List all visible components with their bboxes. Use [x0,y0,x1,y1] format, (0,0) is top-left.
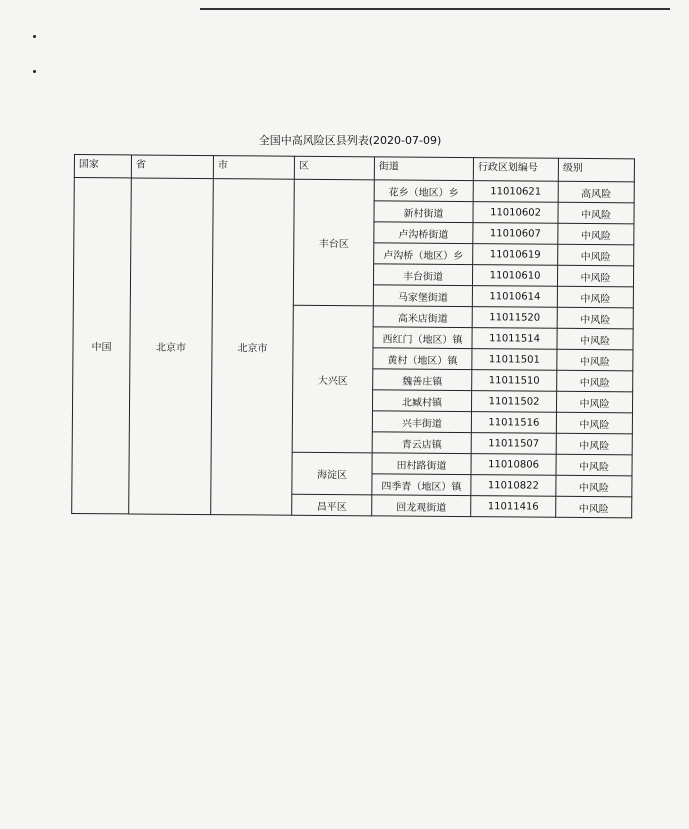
cell-level: 中风险 [557,307,633,329]
cell-code: 11010614 [472,286,557,308]
top-edge-line [200,8,670,10]
cell-level: 中风险 [556,433,632,455]
cell-code: 11011501 [472,349,557,371]
table-body [72,178,635,518]
header-city: 市 [213,156,294,180]
cell-country: 中国 [72,178,132,514]
cell-code: 11010621 [473,181,558,203]
cell-street: 田村路街道 [372,453,471,475]
header-district: 区 [294,156,374,180]
cell-level: 中风险 [557,370,633,392]
header-code: 行政区划编号 [473,158,558,182]
cell-code: 11011416 [471,496,556,518]
cell-street: 新村街道 [374,201,473,223]
cell-code: 11010602 [473,202,558,224]
cell-street: 北臧村镇 [372,390,471,412]
cell-level: 中风险 [557,349,633,371]
risk-area-table [71,154,635,518]
cell-level: 中风险 [558,244,634,266]
cell-level: 中风险 [557,265,633,287]
cell-district: 海淀区 [292,452,372,495]
cell-level: 中风险 [557,286,633,308]
cell-street: 高米店街道 [373,306,472,328]
cell-street: 四季青（地区）镇 [372,474,471,496]
cell-level: 中风险 [556,475,632,497]
cell-code: 11011502 [471,391,556,413]
table-row [74,178,634,203]
cell-code: 11010822 [471,475,556,497]
cell-street: 西红门（地区）镇 [373,327,472,349]
cell-district: 丰台区 [293,179,374,306]
cell-code: 11010607 [473,223,558,245]
cell-code: 11010619 [473,244,558,266]
cell-code: 11011514 [472,328,557,350]
cell-code: 11011510 [472,370,557,392]
cell-street: 黄村（地区）镇 [373,348,472,370]
cell-street: 卢沟桥街道 [374,222,473,244]
header-province: 省 [131,155,213,179]
cell-street: 马家堡街道 [373,285,472,307]
cell-code: 11011520 [472,307,557,329]
cell-level: 中风险 [556,391,632,413]
cell-code: 11010806 [471,454,556,476]
cell-city: 北京市 [211,179,295,516]
scan-speck [33,70,36,73]
header-level: 级别 [558,158,634,182]
cell-province: 北京市 [129,178,214,515]
cell-level: 中风险 [556,412,632,434]
cell-code: 11011516 [471,412,556,434]
cell-level: 高风险 [558,181,634,203]
cell-code: 11011507 [471,433,556,455]
scan-speck [33,35,36,38]
cell-street: 回龙观街道 [372,495,471,517]
cell-street: 青云店镇 [372,432,471,454]
cell-street: 魏善庄镇 [373,369,472,391]
cell-street: 兴丰街道 [372,411,471,433]
header-street: 街道 [374,157,473,181]
cell-district: 昌平区 [292,494,372,516]
document-title: 全国中高风险区县列表(2020-07-09) [258,134,442,147]
cell-level: 中风险 [557,328,633,350]
cell-level: 中风险 [556,496,632,518]
cell-code: 11010610 [472,265,557,287]
cell-street: 花乡（地区）乡 [374,180,473,202]
cell-level: 中风险 [558,202,634,224]
cell-street: 卢沟桥（地区）乡 [374,243,473,265]
cell-level: 中风险 [556,454,632,476]
cell-district: 大兴区 [292,305,373,453]
cell-street: 丰台街道 [373,264,472,286]
cell-level: 中风险 [558,223,634,245]
header-country: 国家 [74,155,131,178]
